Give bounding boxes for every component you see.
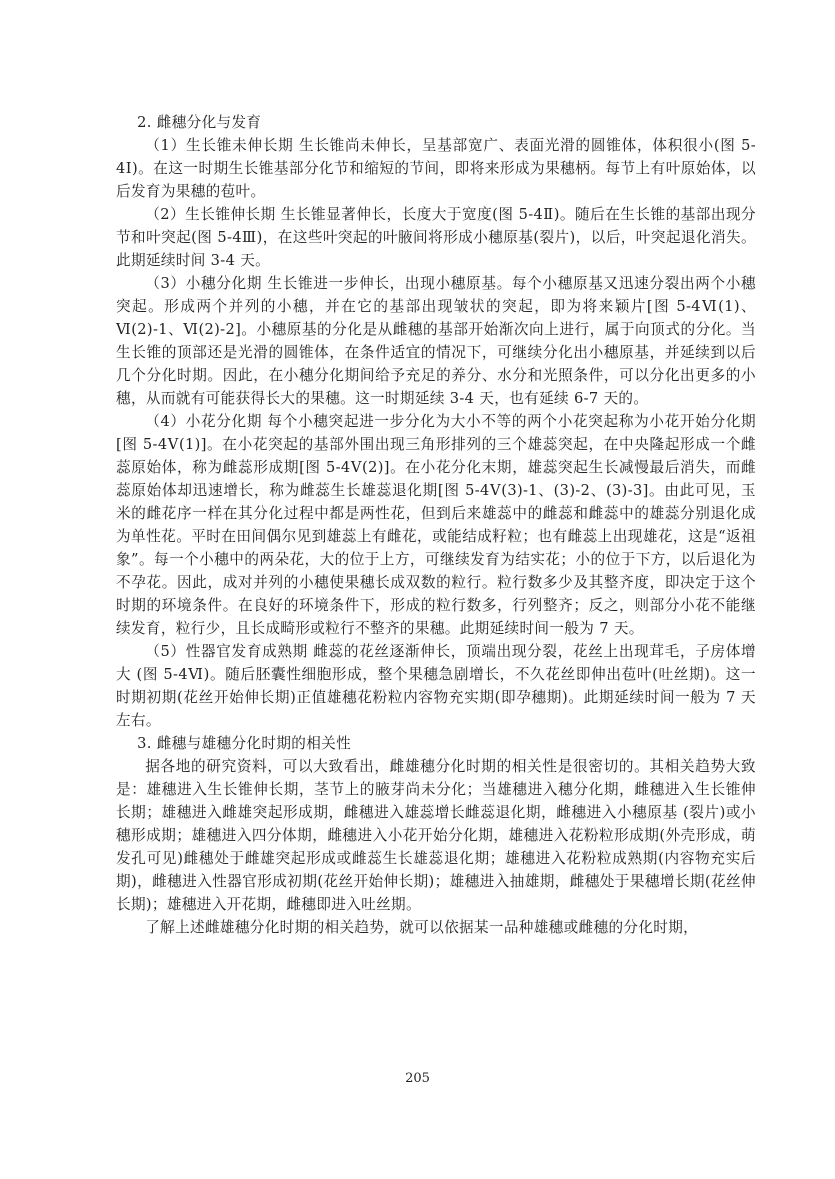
- paragraph-spikelet-differentiation: （3）小穗分化期 生长锥进一步伸长，出现小穗原基。每个小穗原基又迅速分裂出两个小穗突起。形成两个并列的小穗，并在它的基部出现皱状的突起，即为将来颖片[图 5-4Ⅵ(1)、Ⅵ(2)-1、Ⅵ(2)-2]。小穗原基的分化是从雌穗的基部开始渐次向上进行，属于向顶式的分化。当生长锥的顶部还是光滑的圆锥体，在条件适宜的情况下，可继续分化出小穗原基，并延续到以后几个分化时期。因此，在小穗分化期间给予充足的养分、水分和光照条件，可以分化出更多的小穗，从而就有可能获得长大的果穗。这一时期延续 3-4 天，也有延续 6-7 天的。: [116, 275, 756, 407]
- section-heading-correlation: 3. 雌穗与雄穗分化时期的相关性: [137, 735, 352, 752]
- paragraph-floret-differentiation: （4）小花分化期 每个小穗突起进一步分化为大小不等的两个小花突起称为小花开始分化期[图 5-4Ⅴ(1)]。在小花突起的基部外围出现三角形排列的三个雄蕊突起，在中央隆起形成一个雌蕊原始体，称为雌蕊形成期[图 5-4Ⅴ(2)]。在小花分化末期，雄蕊突起生长减慢最后消失，而雌蕊原始体却迅速增长，称为雌蕊生长雄蕊退化期[图 5-4Ⅴ(3)-1、(3)-2、(3)-3]。由此可见，玉米的雌花序一样在其分化过程中都是两性花，但到后来雄蕊中的雌蕊和雌蕊中的雄蕊分别退化成为单性花。平时在田间偶尔见到雄蕊上有雌花，或能结成籽粒；也有雌蕊上出现雄花，这是“返祖象”。每一个小穗中的两朵花，大的位于上方，可继续发育为结实花；小的位于下方，以后退化为不孕花。因此，成对并列的小穗使果穗长成双数的粒行。粒行数多少及其整齐度，即决定于这个时期的环境条件。在良好的环境条件下，形成的粒行数多，行列整齐；反之，则部分小花不能继续发育，粒行少，且长成畸形或粒行不整齐的果穗。此期延续时间一般为 7 天。: [116, 413, 756, 637]
- paragraph-growth-cone-unelongated: （1）生长锥未伸长期 生长锥尚未伸长，呈基部宽广、表面光滑的圆锥体，体积很小(图 5-4Ⅰ)。在这一时期生长锥基部分化节和缩短的节间，即将来形成为果穗柄。每节上有叶原始体，以后发育为果穗的苞叶。: [116, 137, 756, 200]
- paragraph-sex-organ-maturation: （5）性器官发育成熟期 雌蕊的花丝逐渐伸长，顶端出现分裂，花丝上出现茸毛，子房体增大 (图 5-4Ⅵ)。随后胚囊性细胞形成，整个果穗急剧增长，不久花丝即伸出苞叶(吐丝期)。这一时期初期(花丝开始伸长期)正值雄穗花粉粒内容物充实期(即孕穗期)。此期延续时间一般为 7 天左右。: [116, 643, 756, 729]
- page-body: [116, 111, 756, 939]
- section-heading-ear-differentiation: 2. 雌穗分化与发育: [137, 114, 262, 131]
- paragraph-correlation-details: 据各地的研究资料，可以大致看出，雌雄穗分化时期的相关性是很密切的。其相关趋势大致是：雄穗进入生长锥伸长期，茎节上的腋芽尚未分化；当雄穗进入穗分化期，雌穗进入生长锥伸长期；雄穗进入雌雄突起形成期，雌穗进入雄蕊增长雌蕊退化期，雌穗进入小穗原基 (裂片)或小穗形成期；雄穗进入四分体期，雌穗进入小花开始分化期，雄穗进入花粉粒形成期(外壳形成，萌发孔可见)雌穗处于雌雄突起形成或雌蕊生长雄蕊退化期；雄穗进入花粉粒成熟期(内容物充实后期)，雌穗进入性器官形成初期(花丝开始伸长期)；雄穗进入抽雄期，雌穗处于果穗增长期(花丝伸长期)；雄穗进入开花期，雌穗即进入吐丝期。: [116, 758, 756, 913]
- paragraph-conclusion-start: 了解上述雌雄穗分化时期的相关趋势，就可以依据某一品种雄穗或雌穗的分化时期，: [145, 919, 699, 936]
- page-number: 205: [405, 1071, 430, 1086]
- paragraph-growth-cone-elongation: （2）生长锥伸长期 生长锥显著伸长，长度大于宽度(图 5-4Ⅱ)。随后在生长锥的基部出现分节和叶突起(图 5-4Ⅲ)，在这些叶突起的叶腋间将形成小穗原基(裂片)，以后，叶突起退化消失。此期延续时间 3-4 天。: [116, 206, 756, 269]
